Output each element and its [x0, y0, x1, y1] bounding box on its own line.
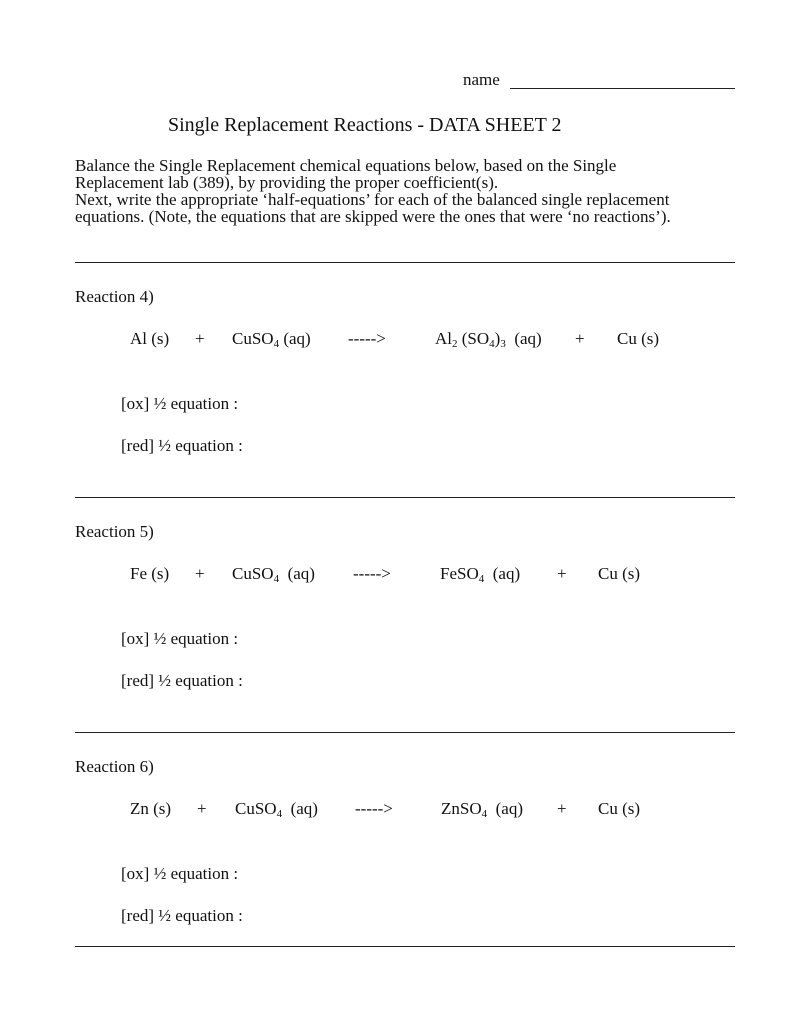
divider: [75, 497, 735, 498]
equation-product-2: [617, 330, 659, 347]
subscript: 4: [478, 573, 485, 585]
equation-arrow: [348, 330, 386, 347]
formula-text: Al (s): [130, 329, 170, 348]
formula-text: (aq): [279, 564, 315, 583]
equation-plus: [575, 330, 585, 347]
instruction-line: Balance the Single Replacement chemical equations below, based on the Single: [75, 156, 617, 175]
subscript: 2: [452, 338, 458, 350]
formula-text: +: [557, 799, 567, 818]
formula-text: FeSO: [440, 564, 479, 583]
subscript: 4: [276, 808, 283, 820]
formula-text: Al: [435, 329, 452, 348]
formula-text: (aq): [279, 329, 311, 348]
formula-text: CuSO: [235, 799, 277, 818]
formula-text: (SO: [457, 329, 490, 348]
formula-text: Cu (s): [617, 329, 660, 348]
equation-reactant-2: [232, 564, 315, 585]
formula-text: (aq): [484, 564, 521, 583]
divider: [75, 262, 735, 263]
instruction-line: Replacement lab (389), by providing the proper coefficient(s).: [75, 173, 499, 192]
instructions: [75, 157, 745, 225]
formula-text: +: [575, 329, 585, 348]
equation-reactant-1: [130, 565, 169, 582]
formula-text: (aq): [282, 799, 318, 818]
instruction-line: equations. (Note, the equations that are skipped were the ones that were ‘no reactions’).: [75, 207, 671, 226]
page-title: Single Replacement Reactions - DATA SHEET 2: [168, 114, 562, 136]
equation-product-1: [441, 799, 523, 820]
formula-text: +: [197, 799, 207, 818]
ox-half-equation-label: [ox] ½ equation :: [121, 394, 239, 413]
equation-reactant-2: [232, 329, 311, 350]
formula-text: ): [494, 329, 501, 348]
divider: [75, 946, 735, 947]
equation-plus: [557, 800, 567, 817]
formula-text: +: [195, 564, 205, 583]
formula-text: Fe (s): [130, 564, 170, 583]
equation-reactant-1: [130, 800, 171, 817]
formula-text: Cu (s): [598, 564, 641, 583]
subscript: 4: [481, 808, 488, 820]
equation-plus: [195, 565, 205, 582]
equation-plus: [195, 330, 205, 347]
subscript: 4: [273, 573, 280, 585]
equation-arrow: [355, 800, 393, 817]
red-half-equation-label: [red] ½ equation :: [121, 906, 243, 925]
red-half-equation-label: [red] ½ equation :: [121, 436, 243, 455]
formula-text: ZnSO: [441, 799, 482, 818]
formula-text: Cu (s): [598, 799, 641, 818]
equation-product-2: [598, 800, 640, 817]
reaction-heading: Reaction 4): [75, 287, 154, 306]
name-label: name: [463, 70, 500, 89]
subscript: 4: [273, 338, 280, 350]
equation-arrow: [353, 565, 391, 582]
reaction-heading: Reaction 6): [75, 757, 154, 776]
equation-product-2: [598, 565, 640, 582]
equation-reactant-2: [235, 799, 318, 820]
red-half-equation-label: [red] ½ equation :: [121, 671, 243, 690]
instruction-line: Next, write the appropriate ‘half-equations’ for each of the balanced single replacement: [75, 190, 670, 209]
equation-product-1: [440, 564, 521, 585]
equation-plus: [197, 800, 207, 817]
divider: [75, 732, 735, 733]
ox-half-equation-label: [ox] ½ equation :: [121, 629, 239, 648]
formula-text: ----->: [348, 329, 386, 348]
formula-text: Zn (s): [130, 799, 172, 818]
reaction-heading: Reaction 5): [75, 522, 154, 541]
subscript: 3: [500, 338, 506, 350]
formula-text: (aq): [487, 799, 523, 818]
formula-text: +: [557, 564, 567, 583]
formula-text: CuSO: [232, 564, 274, 583]
name-input-line[interactable]: [510, 88, 735, 89]
equation-reactant-1: [130, 330, 169, 347]
equation-product-1: [435, 329, 542, 350]
formula-text: ----->: [355, 799, 393, 818]
formula-text: CuSO: [232, 329, 274, 348]
ox-half-equation-label: [ox] ½ equation :: [121, 864, 239, 883]
formula-text: +: [195, 329, 205, 348]
formula-text: ----->: [353, 564, 391, 583]
subscript: 4: [489, 338, 495, 350]
formula-text: (aq): [505, 329, 542, 348]
equation-plus: [557, 565, 567, 582]
